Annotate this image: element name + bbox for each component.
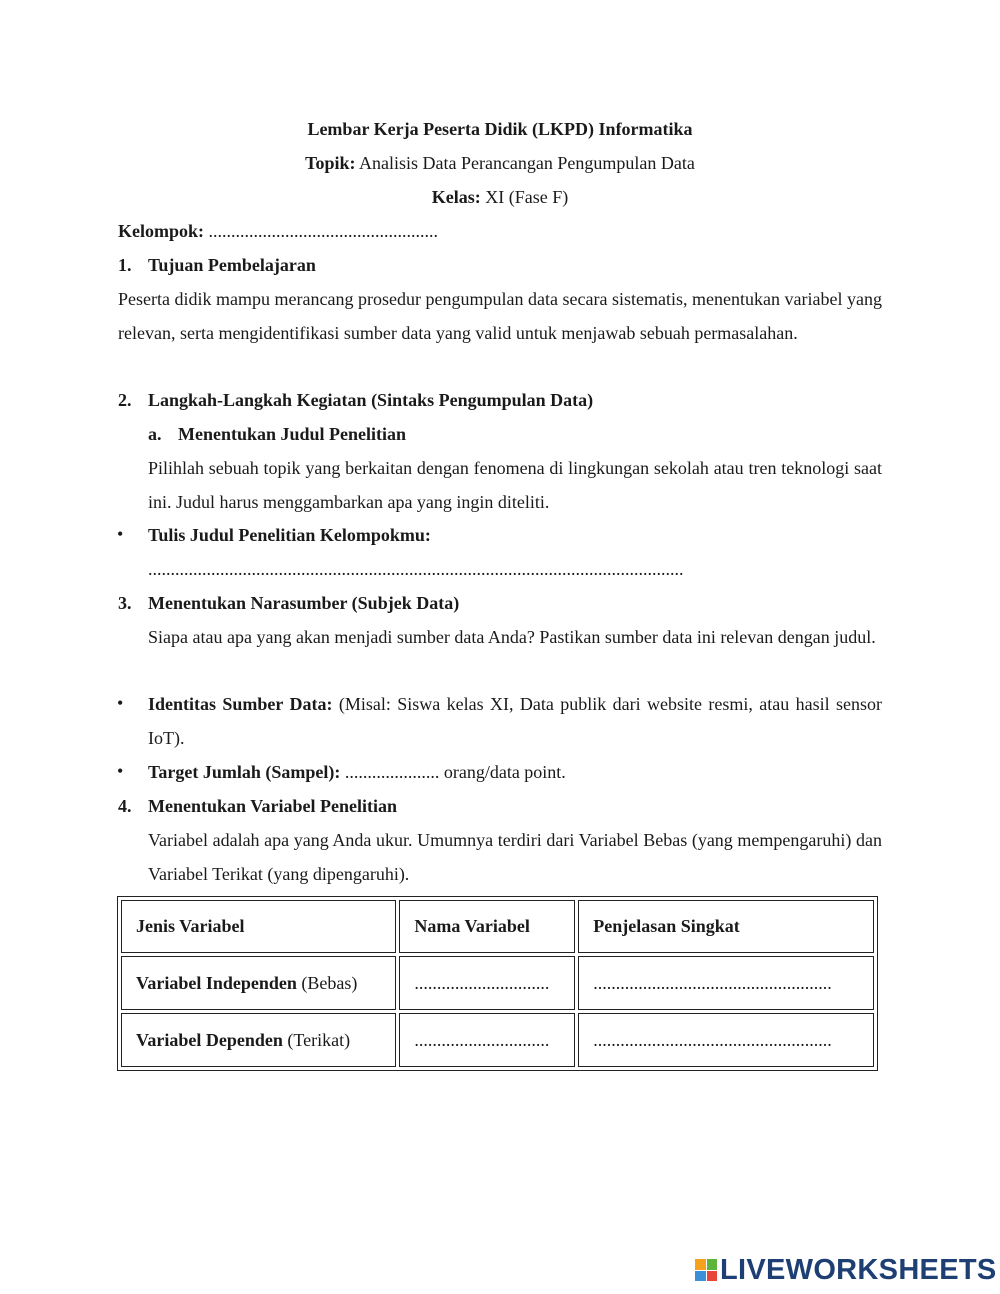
table-row xyxy=(121,956,874,1010)
variable-type-cell: Variabel Dependen (Terikat) xyxy=(121,1013,396,1067)
table-header-cell: Jenis Variabel xyxy=(121,900,396,953)
variable-description-input[interactable]: ..................................................... xyxy=(578,1013,874,1067)
table-header-row xyxy=(121,900,874,953)
section-1-heading: 1. Tujuan Pembelajaran xyxy=(118,255,316,275)
liveworksheets-logo-icon xyxy=(695,1259,717,1281)
class-line: Kelas: XI (Fase F) xyxy=(431,187,569,207)
section-2a-text: Pilihlah sebuah topik yang berkaitan dengan fenomena di lingkungan sekolah atau tren teknologi saat ini. Judul harus menggambarkan apa yang ingin diteliti. xyxy=(148,458,882,512)
variables-table xyxy=(117,896,878,1071)
data-source-identity: Identitas Sumber Data: (Misal: Siswa kelas XI, Data publik dari website resmi, atau hasil sensor IoT). xyxy=(148,694,882,748)
logo-tile xyxy=(695,1271,706,1282)
logo-tile xyxy=(695,1259,706,1270)
table-row xyxy=(121,1013,874,1067)
section-3-heading: 3. Menentukan Narasumber (Subjek Data) xyxy=(118,593,460,613)
bullet-icon: • xyxy=(117,524,124,544)
section-2-heading: 2. Langkah-Langkah Kegiatan (Sintaks Pengumpulan Data) xyxy=(118,390,594,410)
table-header-cell: Penjelasan Singkat xyxy=(578,900,874,953)
topic-line: Topik: Analisis Data Perancangan Pengumpulan Data xyxy=(305,153,695,173)
variable-description-input[interactable]: ..................................................... xyxy=(578,956,874,1010)
section-1-text: Peserta didik mampu merancang prosedur pengumpulan data secara sistematis, menentukan variabel yang relevan, serta mengidentifikasi sumber data yang valid untuk menjawab sebuah permasalahan. xyxy=(118,289,882,343)
table-header-cell: Nama Variabel xyxy=(399,900,575,953)
research-title-prompt: Tulis Judul Penelitian Kelompokmu: xyxy=(148,525,431,545)
variable-type-cell: Variabel Independen (Bebas) xyxy=(121,956,396,1010)
worksheet-title: Lembar Kerja Peserta Didik (LKPD) Informatika xyxy=(307,119,693,139)
section-4-text: Variabel adalah apa yang Anda ukur. Umumnya terdiri dari Variabel Bebas (yang mempengaruhi) dan Variabel Terikat (yang dipengaruhi). xyxy=(148,830,882,884)
section-3-text: Siapa atau apa yang akan menjadi sumber data Anda? Pastikan sumber data ini relevan dengan judul. xyxy=(148,627,876,647)
liveworksheets-logo-text: LIVEWORKSHEETS xyxy=(720,1253,997,1286)
liveworksheets-logo xyxy=(695,1255,997,1285)
variable-name-input[interactable]: .............................. xyxy=(399,956,575,1010)
research-title-field[interactable]: ....................................................................................................................... xyxy=(148,559,684,579)
logo-tile xyxy=(707,1259,718,1270)
bullet-icon: • xyxy=(117,761,124,781)
group-field[interactable]: Kelompok: ................................................... xyxy=(118,221,439,241)
section-4-heading: 4. Menentukan Variabel Penelitian xyxy=(118,796,398,816)
section-2a-heading: a. Menentukan Judul Penelitian xyxy=(148,424,407,444)
logo-tile xyxy=(707,1271,718,1282)
bullet-icon: • xyxy=(117,693,124,713)
sample-target-field[interactable]: Target Jumlah (Sampel): ..................... orang/data point. xyxy=(148,762,566,782)
variable-name-input[interactable]: .............................. xyxy=(399,1013,575,1067)
